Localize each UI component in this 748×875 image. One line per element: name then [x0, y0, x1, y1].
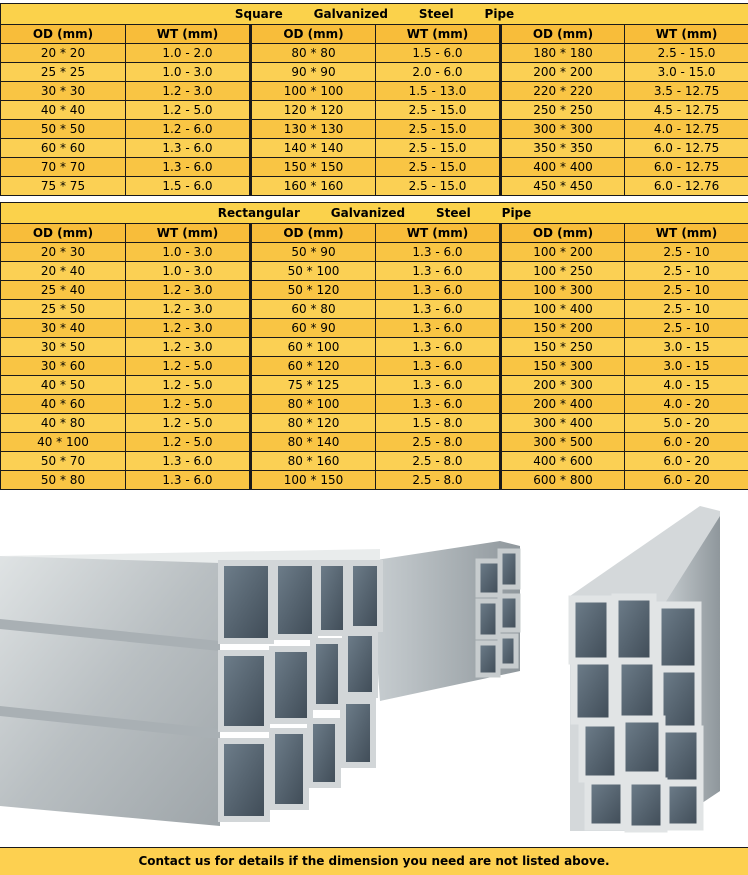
- wt-cell: 3.5 - 12.75: [625, 82, 748, 101]
- od-cell: 70 * 70: [1, 158, 126, 177]
- od-cell: 400 * 600: [501, 452, 625, 471]
- wt-cell: 3.0 - 15: [625, 357, 748, 376]
- table-row: [1, 414, 748, 433]
- column-header: WT (mm): [376, 25, 501, 44]
- od-cell: 30 * 50: [1, 338, 126, 357]
- table-row: [1, 262, 748, 281]
- od-cell: 200 * 400: [501, 395, 625, 414]
- column-header: OD (mm): [251, 25, 376, 44]
- wt-cell: 1.0 - 3.0: [126, 243, 251, 262]
- wt-cell: 1.2 - 5.0: [126, 433, 251, 452]
- column-header: WT (mm): [625, 224, 748, 243]
- od-cell: 150 * 150: [251, 158, 376, 177]
- wt-cell: 6.0 - 20: [625, 433, 748, 452]
- wt-cell: 1.3 - 6.0: [126, 471, 251, 490]
- wt-cell: 1.2 - 5.0: [126, 376, 251, 395]
- square-pipe-table: [0, 3, 748, 196]
- wt-cell: 3.0 - 15.0: [625, 63, 748, 82]
- wt-cell: 2.5 - 10: [625, 281, 748, 300]
- wt-cell: 1.5 - 8.0: [376, 414, 501, 433]
- galvanized-pipe-photo: [0, 501, 748, 847]
- od-cell: 120 * 120: [251, 101, 376, 120]
- contact-footer: Contact us for details if the dimension you need are not listed above.: [0, 847, 748, 875]
- table-row: [1, 82, 748, 101]
- od-cell: 30 * 60: [1, 357, 126, 376]
- column-header: WT (mm): [376, 224, 501, 243]
- wt-cell: 1.5 - 6.0: [126, 177, 251, 196]
- wt-cell: 4.0 - 12.75: [625, 120, 748, 139]
- column-header: OD (mm): [251, 224, 376, 243]
- rectangular-table-title: Rectangular Galvanized Steel Pipe: [1, 203, 748, 224]
- od-cell: 20 * 30: [1, 243, 126, 262]
- od-cell: 100 * 150: [251, 471, 376, 490]
- od-cell: 600 * 800: [501, 471, 625, 490]
- od-cell: 40 * 100: [1, 433, 126, 452]
- wt-cell: 1.0 - 3.0: [126, 63, 251, 82]
- table-row: [1, 300, 748, 319]
- wt-cell: 6.0 - 12.75: [625, 158, 748, 177]
- od-cell: 300 * 500: [501, 433, 625, 452]
- od-cell: 100 * 400: [501, 300, 625, 319]
- wt-cell: 4.0 - 15: [625, 376, 748, 395]
- od-cell: 20 * 40: [1, 262, 126, 281]
- wt-cell: 4.5 - 12.75: [625, 101, 748, 120]
- wt-cell: 5.0 - 20: [625, 414, 748, 433]
- wt-cell: 1.3 - 6.0: [376, 357, 501, 376]
- square-table-title: Square Galvanized Steel Pipe: [1, 4, 748, 25]
- wt-cell: 1.3 - 6.0: [376, 395, 501, 414]
- table-row: [1, 158, 748, 177]
- od-cell: 50 * 50: [1, 120, 126, 139]
- table-row: [1, 44, 748, 63]
- rectangular-header-row: [1, 224, 748, 243]
- wt-cell: 2.5 - 15.0: [376, 139, 501, 158]
- od-cell: 400 * 400: [501, 158, 625, 177]
- table-row: [1, 139, 748, 158]
- od-cell: 80 * 100: [251, 395, 376, 414]
- square-header-row: [1, 25, 748, 44]
- wt-cell: 3.0 - 15: [625, 338, 748, 357]
- wt-cell: 1.3 - 6.0: [376, 376, 501, 395]
- od-cell: 75 * 125: [251, 376, 376, 395]
- wt-cell: 2.5 - 15.0: [376, 120, 501, 139]
- wt-cell: 4.0 - 20: [625, 395, 748, 414]
- column-header: OD (mm): [1, 25, 126, 44]
- od-cell: 100 * 300: [501, 281, 625, 300]
- square-table-body: [1, 44, 748, 196]
- wt-cell: 1.3 - 6.0: [126, 158, 251, 177]
- wt-cell: 2.5 - 8.0: [376, 452, 501, 471]
- column-header: WT (mm): [625, 25, 748, 44]
- wt-cell: 6.0 - 20: [625, 452, 748, 471]
- od-cell: 30 * 30: [1, 82, 126, 101]
- wt-cell: 1.3 - 6.0: [376, 262, 501, 281]
- wt-cell: 1.2 - 3.0: [126, 82, 251, 101]
- wt-cell: 2.5 - 10: [625, 262, 748, 281]
- wt-cell: 1.3 - 6.0: [376, 319, 501, 338]
- wt-cell: 1.3 - 6.0: [376, 338, 501, 357]
- od-cell: 80 * 120: [251, 414, 376, 433]
- table-row: [1, 395, 748, 414]
- od-cell: 180 * 180: [501, 44, 625, 63]
- od-cell: 140 * 140: [251, 139, 376, 158]
- wt-cell: 2.5 - 8.0: [376, 471, 501, 490]
- wt-cell: 1.2 - 3.0: [126, 319, 251, 338]
- wt-cell: 1.2 - 3.0: [126, 281, 251, 300]
- wt-cell: 2.5 - 10: [625, 243, 748, 262]
- od-cell: 50 * 70: [1, 452, 126, 471]
- wt-cell: 1.3 - 6.0: [376, 243, 501, 262]
- od-cell: 150 * 300: [501, 357, 625, 376]
- od-cell: 40 * 60: [1, 395, 126, 414]
- od-cell: 150 * 200: [501, 319, 625, 338]
- wt-cell: 1.3 - 6.0: [126, 452, 251, 471]
- wt-cell: 2.5 - 15.0: [376, 101, 501, 120]
- wt-cell: 1.2 - 6.0: [126, 120, 251, 139]
- od-cell: 60 * 60: [1, 139, 126, 158]
- table-row: [1, 433, 748, 452]
- od-cell: 200 * 300: [501, 376, 625, 395]
- od-cell: 90 * 90: [251, 63, 376, 82]
- wt-cell: 1.5 - 6.0: [376, 44, 501, 63]
- wt-cell: 1.2 - 5.0: [126, 395, 251, 414]
- od-cell: 350 * 350: [501, 139, 625, 158]
- od-cell: 20 * 20: [1, 44, 126, 63]
- column-header: OD (mm): [1, 224, 126, 243]
- od-cell: 300 * 300: [501, 120, 625, 139]
- wt-cell: 6.0 - 20: [625, 471, 748, 490]
- wt-cell: 1.2 - 3.0: [126, 300, 251, 319]
- table-row: [1, 376, 748, 395]
- od-cell: 40 * 40: [1, 101, 126, 120]
- od-cell: 250 * 250: [501, 101, 625, 120]
- wt-cell: 1.0 - 2.0: [126, 44, 251, 63]
- od-cell: 80 * 80: [251, 44, 376, 63]
- table-row: [1, 357, 748, 376]
- od-cell: 60 * 90: [251, 319, 376, 338]
- od-cell: 50 * 120: [251, 281, 376, 300]
- od-cell: 50 * 90: [251, 243, 376, 262]
- od-cell: 80 * 160: [251, 452, 376, 471]
- table-row: [1, 452, 748, 471]
- od-cell: 40 * 50: [1, 376, 126, 395]
- wt-cell: 6.0 - 12.76: [625, 177, 748, 196]
- od-cell: 75 * 75: [1, 177, 126, 196]
- rectangular-pipe-table: [0, 202, 748, 490]
- od-cell: 60 * 80: [251, 300, 376, 319]
- wt-cell: 2.5 - 15.0: [376, 158, 501, 177]
- wt-cell: 2.5 - 15.0: [625, 44, 748, 63]
- table-row: [1, 63, 748, 82]
- column-header: WT (mm): [126, 25, 251, 44]
- od-cell: 25 * 25: [1, 63, 126, 82]
- od-cell: 30 * 40: [1, 319, 126, 338]
- wt-cell: 2.5 - 15.0: [376, 177, 501, 196]
- wt-cell: 1.3 - 6.0: [126, 139, 251, 158]
- column-header: OD (mm): [501, 224, 625, 243]
- wt-cell: 1.3 - 6.0: [376, 300, 501, 319]
- wt-cell: 2.0 - 6.0: [376, 63, 501, 82]
- table-row: [1, 177, 748, 196]
- od-cell: 100 * 200: [501, 243, 625, 262]
- od-cell: 40 * 80: [1, 414, 126, 433]
- wt-cell: 1.2 - 3.0: [126, 338, 251, 357]
- od-cell: 300 * 400: [501, 414, 625, 433]
- od-cell: 100 * 100: [251, 82, 376, 101]
- table-row: [1, 281, 748, 300]
- table-row: [1, 338, 748, 357]
- wt-cell: 1.2 - 5.0: [126, 414, 251, 433]
- column-header: WT (mm): [126, 224, 251, 243]
- od-cell: 60 * 120: [251, 357, 376, 376]
- od-cell: 100 * 250: [501, 262, 625, 281]
- table-row: [1, 319, 748, 338]
- table-row: [1, 120, 748, 139]
- column-header: OD (mm): [501, 25, 625, 44]
- od-cell: 150 * 250: [501, 338, 625, 357]
- od-cell: 130 * 130: [251, 120, 376, 139]
- od-cell: 25 * 40: [1, 281, 126, 300]
- wt-cell: 1.3 - 6.0: [376, 281, 501, 300]
- od-cell: 50 * 80: [1, 471, 126, 490]
- table-row: [1, 101, 748, 120]
- table-row: [1, 243, 748, 262]
- wt-cell: 1.2 - 5.0: [126, 101, 251, 120]
- od-cell: 220 * 220: [501, 82, 625, 101]
- wt-cell: 2.5 - 10: [625, 319, 748, 338]
- table-row: [1, 471, 748, 490]
- od-cell: 25 * 50: [1, 300, 126, 319]
- od-cell: 50 * 100: [251, 262, 376, 281]
- wt-cell: 1.0 - 3.0: [126, 262, 251, 281]
- wt-cell: 6.0 - 12.75: [625, 139, 748, 158]
- od-cell: 450 * 450: [501, 177, 625, 196]
- wt-cell: 2.5 - 10: [625, 300, 748, 319]
- od-cell: 200 * 200: [501, 63, 625, 82]
- od-cell: 160 * 160: [251, 177, 376, 196]
- od-cell: 80 * 140: [251, 433, 376, 452]
- od-cell: 60 * 100: [251, 338, 376, 357]
- rectangular-table-body: [1, 243, 748, 490]
- wt-cell: 2.5 - 8.0: [376, 433, 501, 452]
- wt-cell: 1.2 - 5.0: [126, 357, 251, 376]
- wt-cell: 1.5 - 13.0: [376, 82, 501, 101]
